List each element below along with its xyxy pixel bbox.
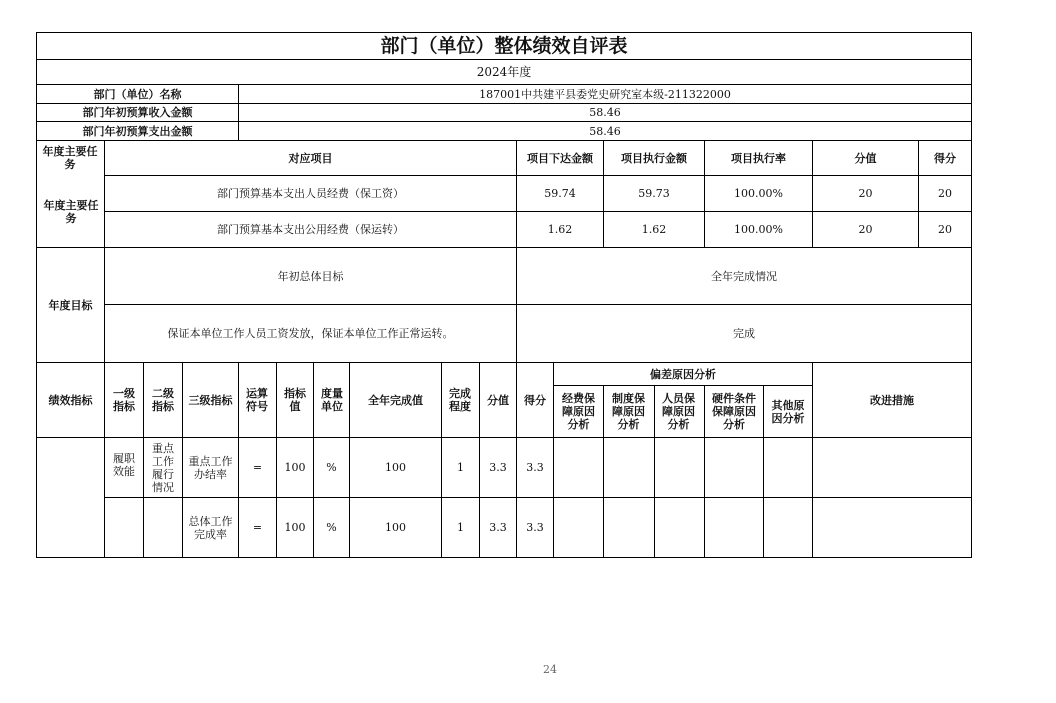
task-rate: 100.00% [734, 223, 783, 236]
dept-name-label: 部门（单位）名称 [93, 87, 182, 101]
indicator-level2: 重点工作履行情况 [152, 441, 174, 494]
indicator-label: 绩效指标 [48, 393, 93, 407]
completion-degree-header: 完成程度 [449, 387, 471, 413]
task-project: 部门预算基本支出公用经费（保运转） [217, 223, 404, 236]
indicator-annual-value: 100 [385, 521, 406, 534]
indicator-operator: = [252, 521, 263, 534]
system-header: 制度保障原因分析 [612, 392, 645, 431]
hardware-header: 硬件条件保障原因分析 [712, 392, 756, 431]
indicator-score-value: 3.3 [489, 461, 507, 474]
goal-label: 年度目标 [48, 298, 93, 312]
indicator-score: 3.3 [526, 521, 544, 534]
operator-header: 运算符号 [246, 387, 268, 413]
goal-completion-text: 完成 [733, 327, 755, 340]
indicator-score-header: 得分 [524, 393, 546, 407]
other-header: 其他原因分析 [771, 398, 805, 425]
task-score-value: 20 [858, 223, 873, 236]
task-score: 20 [938, 187, 952, 200]
task-header-label: 年度主要任务 [42, 145, 98, 171]
level3-header: 三级指标 [188, 393, 233, 407]
expense-value: 58.46 [589, 124, 621, 138]
level1-header: 一级指标 [113, 387, 135, 413]
indicator-level1: 履职效能 [113, 452, 135, 478]
task-project: 部门预算基本支出人员经费（保工资） [217, 187, 404, 200]
indicator-operator: = [252, 461, 263, 474]
task-score-value: 20 [858, 187, 873, 200]
page-title: 部门（单位）整体绩效自评表 [380, 34, 628, 57]
dept-name-value: 187001中共建平县委党史研究室本级-211322000 [479, 87, 731, 101]
project-header: 对应项目 [288, 151, 333, 165]
task-rate: 100.00% [734, 187, 783, 200]
task-issued: 1.62 [547, 223, 573, 236]
indicator-score-value: 3.3 [489, 521, 507, 534]
fiscal-year: 2024年度 [476, 64, 532, 79]
task-executed: 59.73 [638, 187, 670, 200]
score-header: 得分 [934, 151, 956, 165]
indicator-level3: 总体工作完成率 [188, 514, 233, 541]
page-number: 24 [543, 662, 557, 676]
indicator-index-value: 100 [284, 461, 306, 474]
annual-value-header: 全年完成值 [368, 393, 423, 407]
expense-label: 部门年初预算支出金额 [82, 124, 193, 138]
indicator-unit: % [326, 461, 337, 474]
deviation-header: 偏差原因分析 [650, 367, 716, 381]
task-score: 20 [938, 223, 952, 236]
indicator-annual-value: 100 [385, 461, 406, 474]
indicator-index-value: 100 [284, 521, 306, 534]
indicator-score-value-header: 分值 [487, 393, 509, 407]
level2-header: 二级指标 [152, 387, 174, 413]
task-issued: 59.74 [544, 187, 576, 200]
issued-header: 项目下达金额 [527, 151, 593, 165]
indicator-score: 3.3 [526, 461, 544, 474]
goal-initial-text: 保证本单位工作人员工资发放，保证本单位工作正常运转。 [167, 327, 454, 340]
indicator-completion-degree: 1 [457, 521, 464, 534]
task-executed: 1.62 [641, 223, 667, 236]
personnel-header: 人员保障原因分析 [662, 392, 695, 431]
rate-header: 项目执行率 [731, 151, 786, 165]
funding-header: 经费保障原因分析 [562, 392, 595, 431]
goal-completion-header: 全年完成情况 [711, 269, 777, 283]
income-value: 58.46 [589, 106, 621, 119]
unit-header: 度量单位 [321, 387, 343, 413]
income-label: 部门年初预算收入金额 [82, 106, 193, 119]
index-value-header: 指标值 [284, 387, 306, 413]
indicator-level3: 重点工作办结率 [188, 454, 233, 481]
indicator-completion-degree: 1 [457, 461, 464, 474]
improvement-header: 改进措施 [870, 393, 914, 407]
executed-header: 项目执行金额 [621, 151, 687, 165]
score-value-header: 分值 [854, 151, 877, 165]
task-section-label: 年度主要任务 [43, 198, 99, 225]
goal-initial-header: 年初总体目标 [277, 269, 344, 283]
indicator-unit: % [326, 521, 337, 534]
